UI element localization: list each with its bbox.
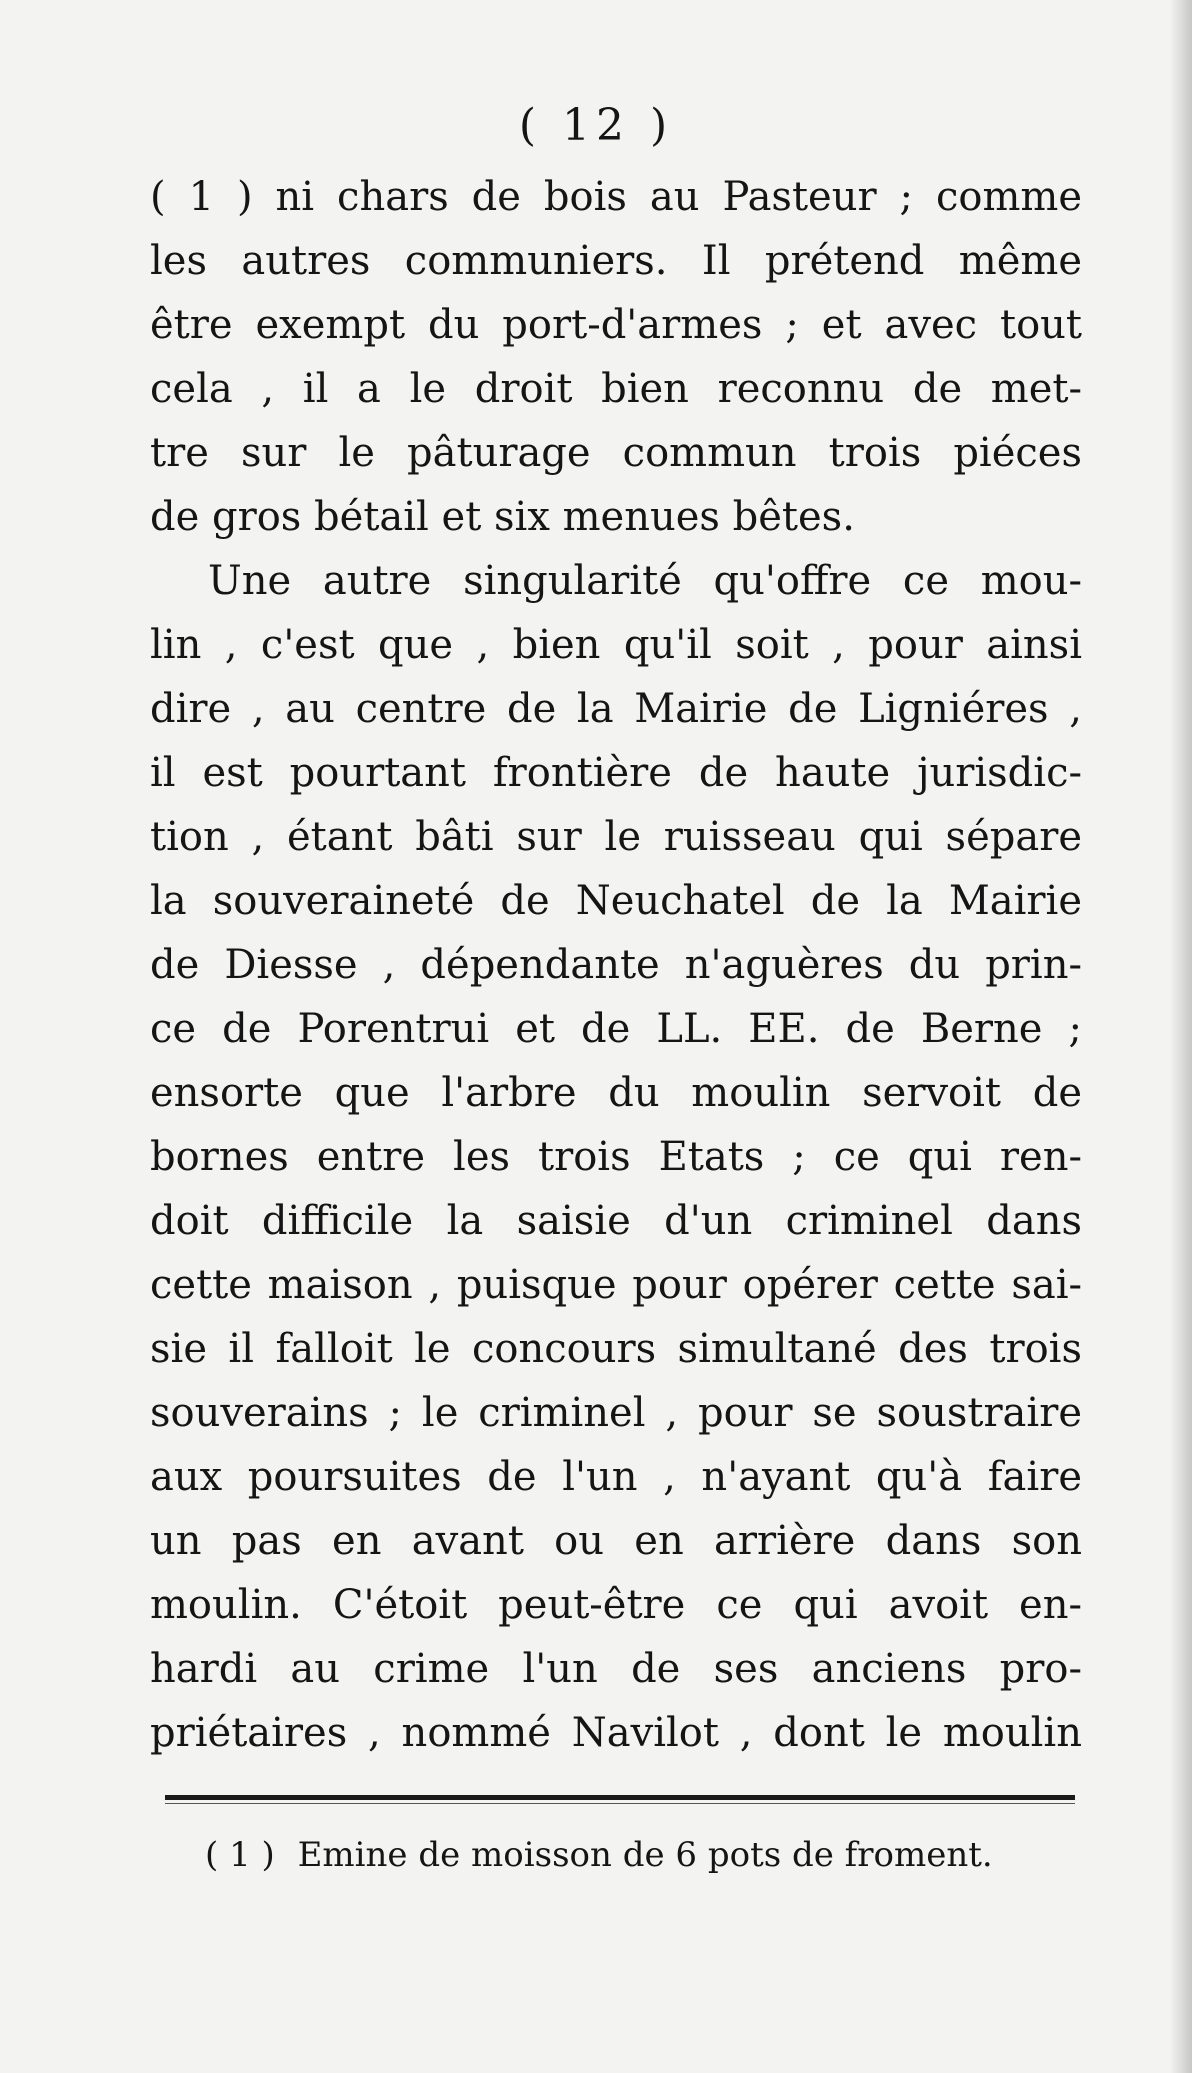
text-line: tre sur le pâturage commun trois piéces bbox=[150, 430, 1082, 476]
footnote-rule-thin bbox=[165, 1803, 1075, 1804]
text-line: tion , étant bâti sur le ruisseau qui sépare bbox=[150, 814, 1082, 860]
text-line: hardi au crime l'un de ses anciens pro- bbox=[150, 1646, 1082, 1692]
text-line: ce de Porentrui et de LL. EE. de Berne ; bbox=[150, 1006, 1082, 1052]
text-line: un pas en avant ou en arrière dans son bbox=[150, 1518, 1082, 1564]
text-line: sie il falloit le concours simultané des trois bbox=[150, 1326, 1082, 1372]
text-line: priétaires , nommé Navilot , dont le moulin bbox=[150, 1710, 1082, 1756]
text-line: la souveraineté de Neuchatel de la Mairie bbox=[150, 878, 1082, 924]
page-number: ( 12 ) bbox=[518, 100, 674, 151]
footnote-text: Emine de moisson de 6 pots de froment. bbox=[297, 1835, 993, 1875]
footnote-rule bbox=[165, 1795, 1075, 1800]
text-line: Une autre singularité qu'offre ce mou- bbox=[208, 558, 1082, 604]
text-line: bornes entre les trois Etats ; ce qui ren- bbox=[150, 1134, 1082, 1180]
text-line: cela , il a le droit bien reconnu de met- bbox=[150, 366, 1082, 412]
text-line: être exempt du port-d'armes ; et avec tout bbox=[150, 302, 1082, 348]
body-text bbox=[150, 165, 1082, 1765]
text-line: dire , au centre de la Mairie de Ligniéres , bbox=[150, 686, 1082, 732]
text-line: il est pourtant frontière de haute jurisdic- bbox=[150, 750, 1082, 796]
text-line: lin , c'est que , bien qu'il soit , pour ainsi bbox=[150, 622, 1082, 668]
footnote-marker: ( 1 ) bbox=[205, 1835, 275, 1875]
text-line: aux poursuites de l'un , n'ayant qu'à faire bbox=[150, 1454, 1082, 1500]
text-line: les autres communiers. Il prétend même bbox=[150, 238, 1082, 284]
page-edge-shadow bbox=[1170, 0, 1192, 2073]
text-line: ensorte que l'arbre du moulin servoit de bbox=[150, 1070, 1082, 1116]
text-line: de gros bétail et six menues bêtes. bbox=[150, 494, 855, 540]
footnote bbox=[205, 1830, 1065, 1880]
text-line: souverains ; le criminel , pour se soustraire bbox=[150, 1390, 1082, 1436]
text-line: de Diesse , dépendante n'aguères du prin- bbox=[150, 942, 1082, 988]
text-line: doit difficile la saisie d'un criminel dans bbox=[150, 1198, 1082, 1244]
text-line: ( 1 ) ni chars de bois au Pasteur ; comme bbox=[150, 174, 1082, 220]
text-line: cette maison , puisque pour opérer cette sai- bbox=[150, 1262, 1082, 1308]
text-line: moulin. C'étoit peut-être ce qui avoit en- bbox=[150, 1582, 1082, 1628]
